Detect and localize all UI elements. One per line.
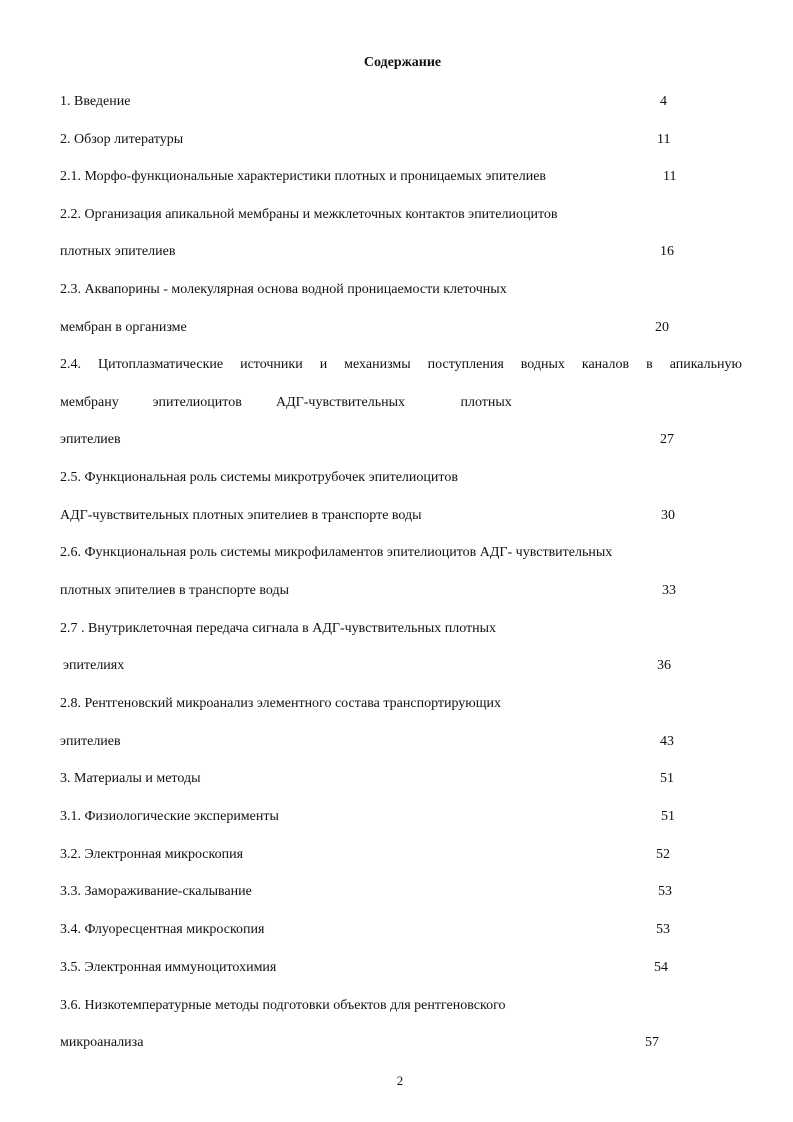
- word: АДГ-чувствительных: [276, 395, 406, 410]
- toc-entry-page: 27: [660, 432, 674, 447]
- toc-entry-text: 2.3. Аквапорины - молекулярная основа водной проницаемости клеточных: [60, 282, 507, 297]
- word: поступления: [427, 357, 504, 372]
- toc-entry-page: 53: [656, 922, 670, 937]
- word: Цитоплазматические: [97, 357, 224, 372]
- toc-entry-page: 54: [654, 960, 668, 975]
- toc-entry-text: 2. Обзор литературы: [60, 132, 184, 147]
- word: и: [319, 357, 328, 372]
- toc-entry-text-justified: [60, 356, 742, 374]
- toc-entry-page: 53: [658, 884, 672, 899]
- word: в: [646, 357, 653, 372]
- word: источники: [240, 357, 303, 372]
- toc-entry-page: 33: [662, 583, 676, 598]
- toc-entry-text-cont: плотных эпителиев в транспорте воды: [60, 583, 290, 598]
- toc-entry-text-cont: мембран в организме: [60, 320, 187, 335]
- word: 2.4.: [60, 357, 81, 372]
- word: водных: [520, 357, 565, 372]
- toc-entry-text: 3.4. Флуоресцентная микроскопия: [60, 922, 265, 937]
- word: мембрану: [60, 395, 119, 410]
- toc-entry-text: 2.1. Морфо-функциональные характеристики плотных и проницаемых эпителиев: [60, 169, 547, 184]
- word: механизмы: [344, 357, 411, 372]
- word: эпителиоцитов: [152, 395, 242, 410]
- toc-entry-text-cont: АДГ-чувствительных плотных эпителиев в транспорте воды: [60, 508, 422, 523]
- toc-entry-page: 52: [656, 847, 670, 862]
- toc-entry-text: 3.3. Замораживание-скалывание: [60, 884, 252, 899]
- toc-entry-text-cont: эпителиев: [60, 734, 121, 749]
- toc-entry-text-cont: микроанализа: [60, 1035, 144, 1050]
- toc-entry-text: 2.5. Функциональная роль системы микротрубочек эпителиоцитов: [60, 470, 458, 485]
- toc-entry-text-cont: [60, 394, 512, 412]
- word: каналов: [581, 357, 630, 372]
- toc-entry-text: 3. Материалы и методы: [60, 771, 201, 786]
- word: апикальную: [669, 357, 742, 372]
- toc-entry-text: 2.2. Организация апикальной мембраны и межклеточных контактов эпителиоцитов: [60, 207, 558, 222]
- toc-entry-text-cont: плотных эпителиев: [60, 244, 176, 259]
- toc-entry-page: 16: [660, 244, 674, 259]
- toc-entry-text: 3.5. Электронная иммуноцитохимия: [60, 960, 277, 975]
- page-title: Содержание: [363, 55, 442, 70]
- page-number: 2: [396, 1073, 404, 1088]
- toc-entry-text: 2.8. Рентгеновский микроанализ элементного состава транспортирующих: [60, 696, 502, 711]
- toc-entry-page: 57: [645, 1035, 659, 1050]
- toc-entry-text: 1. Введение: [60, 94, 131, 109]
- toc-entry-page: 11: [663, 169, 677, 184]
- toc-entry-page: 30: [661, 508, 675, 523]
- toc-entry-text: 3.1. Физиологические эксперименты: [60, 809, 279, 824]
- toc-entry-page: 51: [661, 809, 675, 824]
- toc-entry-text-cont: эпителиев: [60, 432, 121, 447]
- toc-entry-page: 36: [657, 658, 671, 673]
- word: плотных: [460, 395, 512, 410]
- toc-entry-text: 3.2. Электронная микроскопия: [60, 847, 244, 862]
- toc-entry-text: 2.7 . Внутриклеточная передача сигнала в АДГ-чувствительных плотных: [60, 621, 497, 636]
- toc-entry-text: 2.6. Функциональная роль системы микрофиламентов эпителиоцитов АДГ- чувствительных: [60, 545, 613, 560]
- toc-entry-page: 11: [657, 132, 671, 147]
- toc-entry-text-cont: эпителиях: [63, 658, 125, 673]
- toc-entry-page: 20: [655, 320, 669, 335]
- toc-entry-page: 51: [660, 771, 674, 786]
- toc-entry-page: 43: [660, 734, 674, 749]
- toc-entry-text: 3.6. Низкотемпературные методы подготовки объектов для рентгеновского: [60, 998, 506, 1013]
- toc-entry-page: 4: [660, 94, 667, 109]
